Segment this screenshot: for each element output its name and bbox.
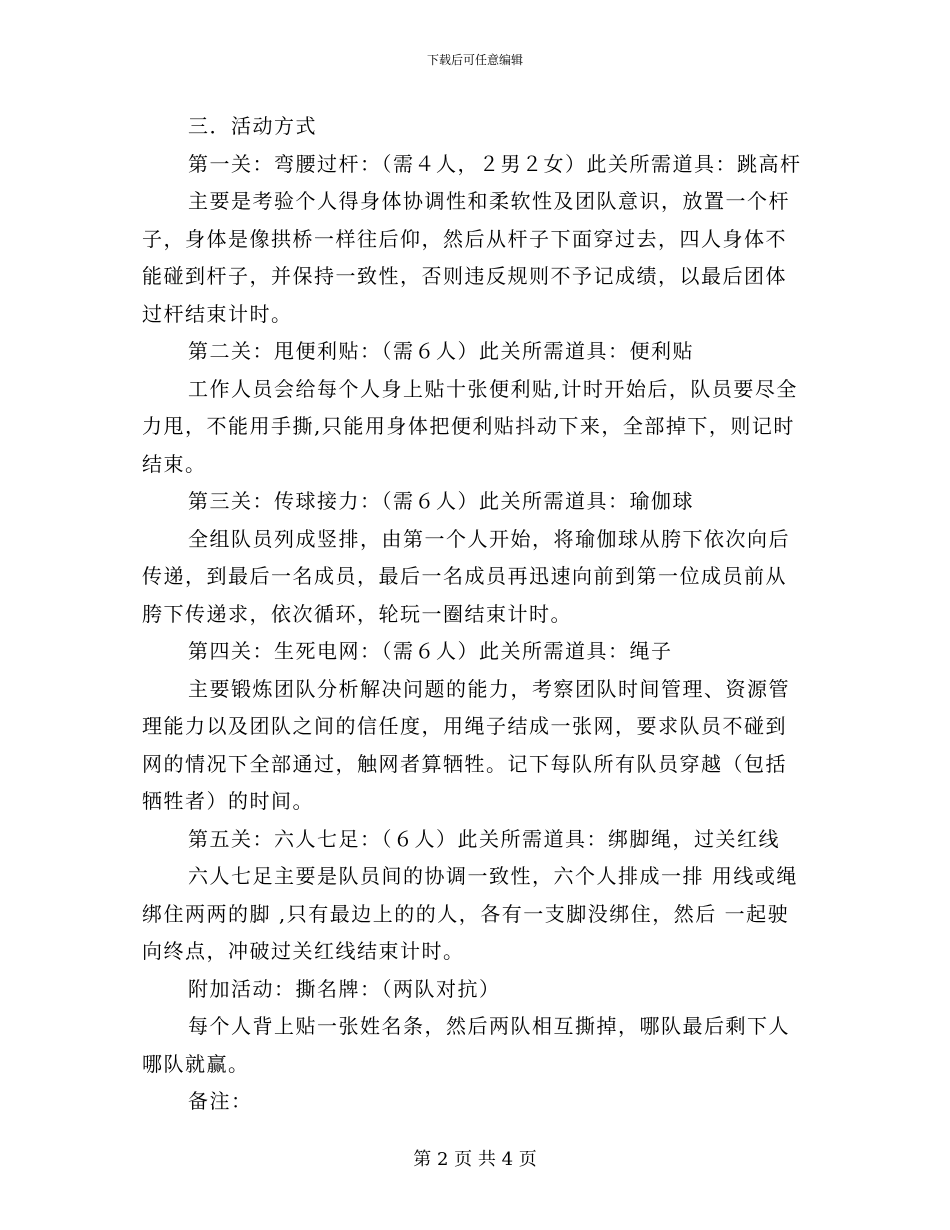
document-body: [142, 108, 808, 1121]
text-line: 主要是考验个人得身体协调性和柔软性及团队意识，放置一个杆: [188, 189, 790, 213]
text-line: 能碰到杆子，并保持一致性，否则违反规则不予记成绩，以最后团体: [142, 264, 787, 288]
text-line: 胯下传递求，依次循环，轮玩一圈结束计时。: [142, 601, 572, 626]
text-line: 传递，到最后一名成员，最后一名成员再迅速向前到第一位成员前从: [142, 564, 787, 588]
text-line: 第四关：生死电网：（需６人）此关所需道具：绳子: [188, 639, 673, 663]
text-line: 网的情况下全部通过，触网者算牺牲。记下每队所有队员穿越（包括: [142, 751, 787, 776]
text-line: 六人七足主要是队员间的协调一致性，六个人排成一排 用线或绳: [188, 864, 798, 888]
text-line: 工作人员会给每个人身上贴十张便利贴,计时开始后，队员要尽全: [188, 376, 798, 401]
page-header: 下载后可任意编辑: [426, 53, 523, 67]
text-line: 第二关：甩便利贴：（需６人）此关所需道具：便利贴: [188, 339, 694, 363]
text-line: 向终点，冲破过关红线结束计时。: [142, 939, 465, 963]
text-line: 备注：: [188, 1089, 253, 1113]
text-line: 理能力以及团队之间的信任度，用绳子结成一张网，要求队员不碰到: [142, 714, 787, 738]
text-line: 第三关：传球接力：（需６人）此关所需道具：瑜伽球: [188, 489, 694, 513]
page-footer: 第 2 页 共 4 页: [413, 1149, 537, 1170]
text-line: 力甩，不能用手撕,只能用身体把便利贴抖动下来，全部掉下，则记时: [142, 414, 795, 438]
text-line: 哪队就赢。: [142, 1051, 250, 1076]
text-line: 子，身体是像拱桥一样往后仰，然后从杆子下面穿过去，四人身体不: [142, 226, 787, 251]
text-line: 牺牲者）的时间。: [142, 789, 314, 813]
text-line: 全组队员列成竖排，由第一个人开始，将瑜伽球从胯下依次向后: [188, 526, 790, 551]
text-line: 过杆结束计时。: [142, 301, 293, 326]
text-line: 附加活动：撕名牌：（两队对抗）: [188, 976, 501, 1001]
text-line: 主要锻炼团队分析解决问题的能力，考察团队时间管理、资源管: [188, 676, 790, 701]
text-line: 结束。: [142, 451, 207, 476]
text-line: 三．活动方式: [188, 114, 317, 138]
text-line: 第五关：六人七足：（６人）此关所需道具：绑脚绳，过关红线: [188, 826, 780, 851]
text-line: 绑住两两的脚 ,只有最边上的的人，各有一支脚没绑住，然后 一起驶: [142, 901, 790, 926]
text-line: 每个人背上贴一张姓名条，然后两队相互撕掉，哪队最后剩下人: [188, 1014, 790, 1038]
text-line: 第一关：弯腰过杆：（需４人，２男２女）此关所需道具：跳高杆: [188, 151, 802, 176]
